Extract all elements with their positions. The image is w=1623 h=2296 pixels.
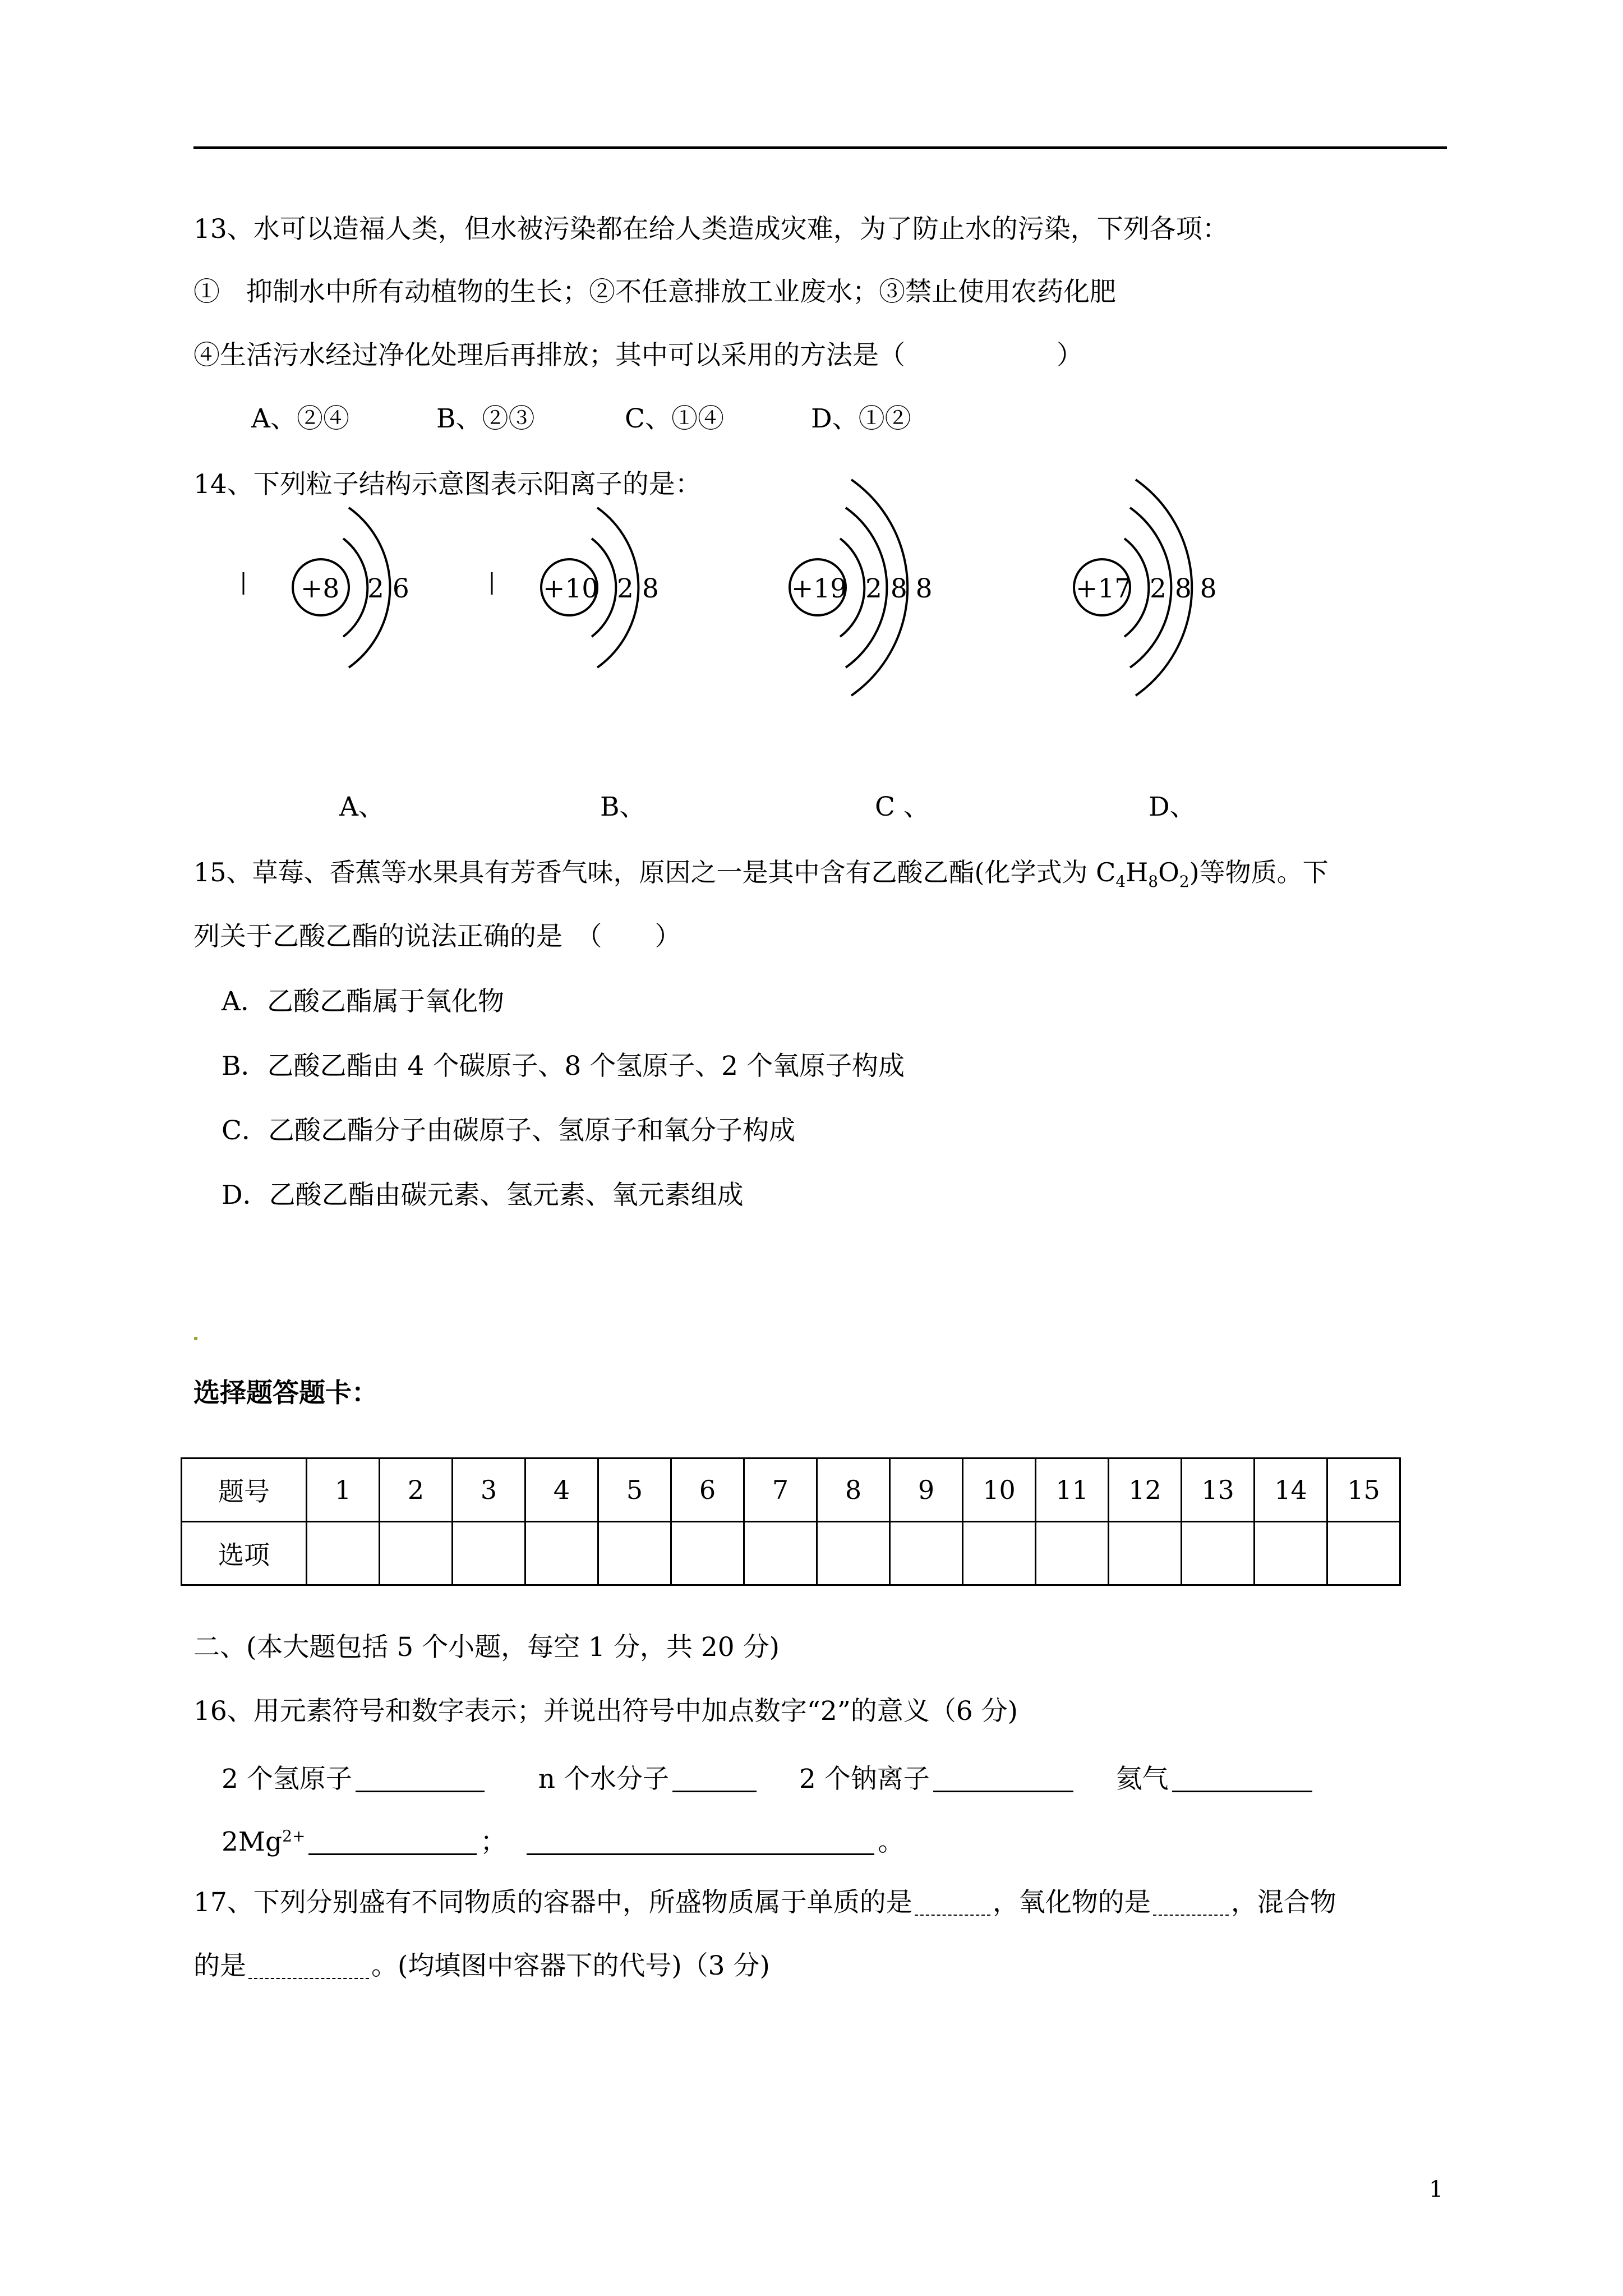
q16-item-water-molecules: n 个水分子 [538, 1764, 669, 1795]
q15-option-a: A．乙酸乙酯属于氧化物 [222, 986, 504, 1017]
answer-cell[interactable] [307, 1522, 380, 1585]
atom-b-label: B、 [600, 792, 646, 822]
answer-card-number: 3 [453, 1458, 525, 1522]
answer-card-table [181, 1457, 1401, 1586]
q16-blank-4[interactable] [1172, 1761, 1312, 1792]
answer-card-header-option: 选项 [182, 1522, 307, 1585]
q16-mg-charge: 2+ [282, 1826, 306, 1846]
atom-c-electrons: 2 8 8 [865, 573, 933, 604]
atom-c-label: C 、 [875, 792, 930, 822]
answer-cell[interactable] [744, 1522, 817, 1585]
answer-card-number: 5 [598, 1458, 671, 1522]
atom-c-nucleus-charge: +19 [791, 573, 847, 604]
answer-cell[interactable] [1327, 1522, 1400, 1585]
answer-cell[interactable] [380, 1522, 453, 1585]
atom-d-electrons: 2 8 8 [1150, 573, 1217, 604]
answer-card-number: 6 [671, 1458, 744, 1522]
answer-cell[interactable] [817, 1522, 890, 1585]
stray-dot [194, 1337, 197, 1340]
atom-a-electrons: 2 6 [367, 573, 409, 604]
q15-option-c: C．乙酸乙酯分子由碳原子、氢原子和氧分子构成 [222, 1115, 795, 1146]
q16-mg-row: $2Mg^{2+}$ ； 。 [222, 1824, 904, 1855]
q16-blank-1[interactable] [356, 1761, 485, 1792]
q14-stem: 14、下列粒子结构示意图表示阳离子的是： [193, 469, 702, 500]
q13-option-d: D、①② [811, 403, 911, 434]
q15-line2: 列关于乙酸乙酯的说法正确的是 （ ） [193, 921, 681, 952]
q17-line2: 的是 。(均填图中容器下的代号)（3 分) [193, 1950, 770, 1981]
answer-card-number: 10 [963, 1458, 1036, 1522]
atom-a-nucleus-charge: +8 [301, 573, 340, 604]
atom-b-nucleus-charge: +10 [543, 573, 599, 604]
answer-card-row-numbers [182, 1458, 1400, 1522]
answer-card-number: 4 [525, 1458, 598, 1522]
q16-item-helium: 氦气 [1115, 1764, 1169, 1795]
q16-blank-5[interactable] [308, 1824, 477, 1855]
atom-d-nucleus-charge: +17 [1076, 573, 1132, 604]
atom-b-electrons: 2 8 [617, 573, 659, 604]
q13-stem: 13、水可以造福人类，但水被污染都在给人类造成灾难，为了防止水的污染，下列各项： [193, 214, 1229, 245]
q13-option-b: B、②③ [436, 403, 535, 434]
answer-card-number: 15 [1327, 1458, 1400, 1522]
answer-cell[interactable] [1109, 1522, 1182, 1585]
q13-option-c: C、①④ [625, 403, 724, 434]
q16-blank-6[interactable] [527, 1824, 874, 1855]
page-number: 1 [1429, 2177, 1444, 2202]
q17-blank-element[interactable] [915, 1888, 990, 1916]
answer-cell[interactable] [890, 1522, 963, 1585]
q16-blank-2[interactable] [672, 1761, 757, 1792]
answer-cell[interactable] [1255, 1522, 1327, 1585]
answer-card-number: 2 [380, 1458, 453, 1522]
q13-line2: ① 抑制水中所有动植物的生长；②不任意排放工业废水；③禁止使用农药化肥 [193, 277, 1116, 307]
answer-cell[interactable] [1182, 1522, 1255, 1585]
answer-cell[interactable] [671, 1522, 744, 1585]
q16-stem: 16、用元素符号和数字表示；并说出符号中加点数字“2”的意义（6 分) [193, 1696, 1018, 1727]
answer-card-title: 选择题答题卡： [193, 1378, 378, 1409]
section2-heading: 二、(本大题包括 5 个小题，每空 1 分，共 20 分) [193, 1632, 780, 1663]
q16-mg-symbol: 2Mg [222, 1826, 283, 1857]
q13-option-a: A、②④ [251, 403, 349, 434]
q16-blank-row [222, 1761, 1316, 1795]
answer-card-number: 7 [744, 1458, 817, 1522]
q16-item-hydrogen-atoms: 2 个氢原子 [222, 1764, 352, 1795]
q15-option-b: B．乙酸乙酯由 4 个碳原子、8 个氢原子、2 个氧原子构成 [222, 1051, 905, 1082]
answer-card-header-number: 题号 [182, 1458, 307, 1522]
atom-d-label: D、 [1149, 792, 1196, 822]
q13-line3: ④生活污水经过净化处理后再排放；其中可以采用的方法是（ ） [193, 340, 1083, 371]
q16-blank-3[interactable] [933, 1761, 1073, 1792]
answer-card-number: 14 [1255, 1458, 1327, 1522]
q16-item-sodium-ions: 2 个钠离子 [799, 1764, 930, 1795]
answer-card-number: 12 [1109, 1458, 1182, 1522]
atom-a-label: A、 [339, 792, 385, 822]
answer-card-number: 9 [890, 1458, 963, 1522]
answer-card-number: 1 [307, 1458, 380, 1522]
q15-line1: 15、草莓、香蕉等水果具有芳香气味，原因之一是其中含有乙酸乙酯(化学式为 $C_4H_8O_2$)等物质。下 [193, 857, 1329, 891]
q17-blank-mixture[interactable] [248, 1951, 369, 1979]
atom-diagrams [0, 0, 1623, 841]
q15-option-d: D．乙酸乙酯由碳元素、氢元素、氧元素组成 [222, 1180, 744, 1211]
answer-cell[interactable] [525, 1522, 598, 1585]
q17-line1: 17、下列分别盛有不同物质的容器中，所盛物质属于单质的是 ，氧化物的是 ，混合物 [193, 1887, 1336, 1918]
answer-card-number: 11 [1036, 1458, 1109, 1522]
answer-cell[interactable] [598, 1522, 671, 1585]
answer-cell[interactable] [453, 1522, 525, 1585]
answer-card-row-options [182, 1522, 1400, 1585]
q17-blank-oxide[interactable] [1153, 1888, 1229, 1916]
answer-cell[interactable] [1036, 1522, 1109, 1585]
answer-cell[interactable] [963, 1522, 1036, 1585]
atom-a-shell-1 [343, 539, 367, 637]
answer-card-number: 13 [1182, 1458, 1255, 1522]
answer-card-number: 8 [817, 1458, 890, 1522]
